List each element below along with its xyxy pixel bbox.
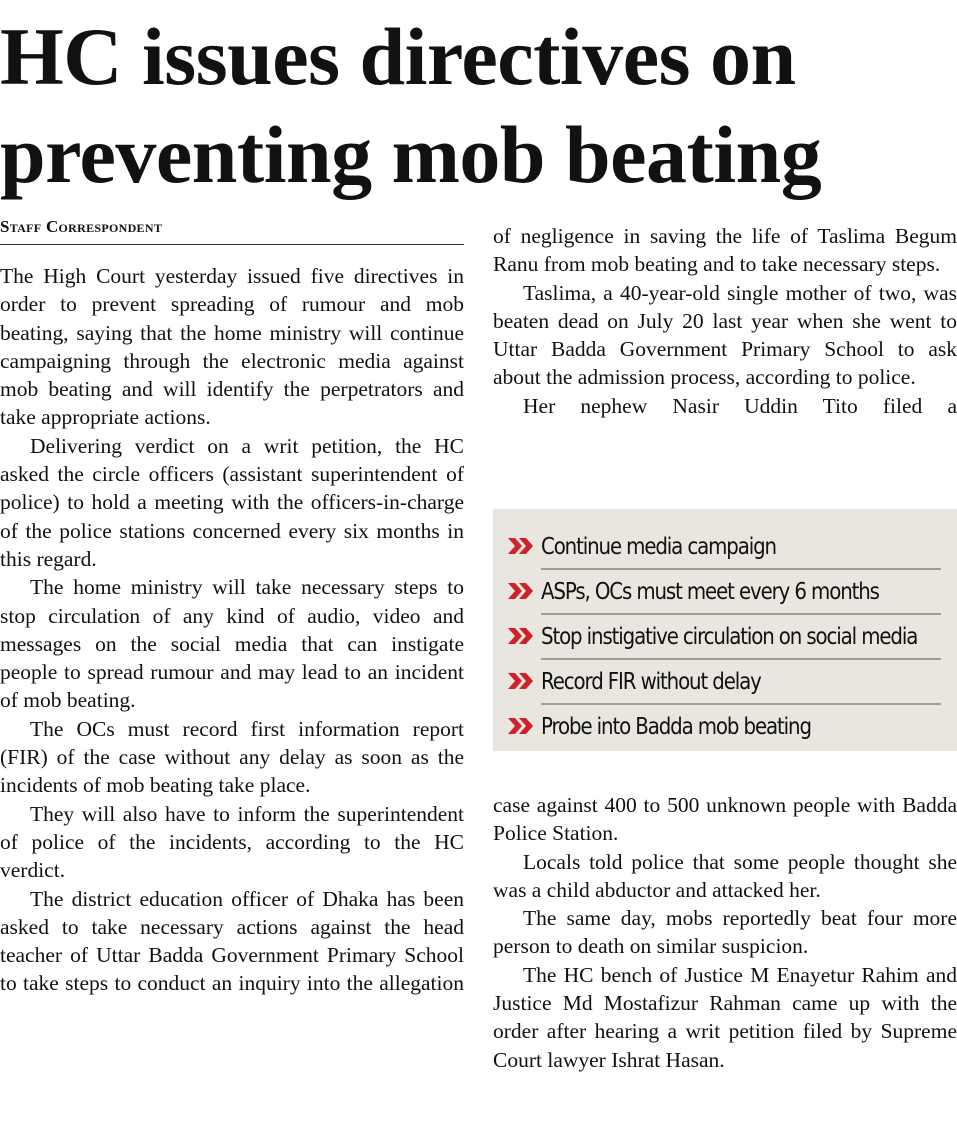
- directive-item: [541, 525, 941, 570]
- directive-label: ASPs, OCs must meet every 6 months: [541, 578, 879, 605]
- directives-list: [493, 509, 957, 748]
- directives-factbox: [493, 509, 957, 751]
- directive-label: Continue media campaign: [541, 533, 776, 560]
- article-column-right-bottom: [493, 791, 957, 1074]
- headline-line-2: preventing mob beating: [0, 109, 822, 200]
- paragraph: Delivering verdict on a writ petition, the HC asked the circle officers (assistant superintendent of police) to hold a meeting with the officers-in-charge of the police stations concerned every six months in this regard.: [0, 433, 464, 571]
- paragraph: The district education officer of Dhaka has been asked to take necessary actions against the head teacher of Uttar Badda Government Primary School to take steps to conduct an inquiry into the allegation: [0, 886, 464, 996]
- paragraph: The home ministry will take necessary steps to stop circulation of any kind of audio, video and messages on the social media that can instigate people to spread rumour and may lead to an incident of mob beating.: [0, 575, 464, 713]
- paragraph: The HC bench of Justice M Enayetur Rahim and Justice Md Mostafizur Rahman came up with the order after hearing a writ petition filed by Supreme Court lawyer Ishrat Hasan.: [493, 962, 957, 1072]
- headline: [0, 8, 957, 204]
- paragraph: Taslima, a 40-year-old single mother of two, was beaten dead on July 20 last year when she went to Uttar Badda Government Primary School to ask about the admission process, according to police.: [493, 280, 957, 390]
- directive-item: [541, 615, 941, 660]
- article-column-left: [0, 262, 464, 998]
- article-column-right-top: [493, 222, 957, 420]
- paragraph: The High Court yesterday issued five directives in order to prevent spreading of rumour and mob beating, saying that the home ministry will continue campaigning through the electronic media against mob beating and will identify the perpetrators and take appropriate actions.: [0, 264, 464, 430]
- paragraph: case against 400 to 500 unknown people with Badda Police Station.: [493, 793, 957, 846]
- byline: Staff Correspondent: [0, 216, 464, 245]
- directive-item: [541, 705, 941, 748]
- double-chevron-right-icon: [507, 581, 535, 601]
- headline-line-1: HC issues directives on: [0, 11, 796, 102]
- paragraph: They will also have to inform the superintendent of police of the incidents, according to the HC verdict.: [0, 801, 464, 883]
- paragraph: of negligence in saving the life of Taslima Begum Ranu from mob beating and to take necessary steps.: [493, 224, 957, 277]
- directive-item: [541, 570, 941, 615]
- paragraph: The OCs must record first information report (FIR) of the case without any delay as soon as the incidents of mob beating take place.: [0, 716, 464, 798]
- paragraph: Her nephew Nasir Uddin Tito filed a: [523, 393, 957, 418]
- double-chevron-right-icon: [507, 716, 535, 736]
- double-chevron-right-icon: [507, 626, 535, 646]
- paragraph: Locals told police that some people thought she was a child abductor and attacked her.: [493, 849, 957, 902]
- double-chevron-right-icon: [507, 671, 535, 691]
- paragraph: The same day, mobs reportedly beat four more person to death on similar suspicion.: [493, 906, 957, 959]
- directive-label: Probe into Badda mob beating: [541, 713, 811, 740]
- double-chevron-right-icon: [507, 536, 535, 556]
- directive-item: [541, 660, 941, 705]
- directive-label: Stop instigative circulation on social media: [541, 623, 918, 650]
- directive-label: Record FIR without delay: [541, 668, 761, 695]
